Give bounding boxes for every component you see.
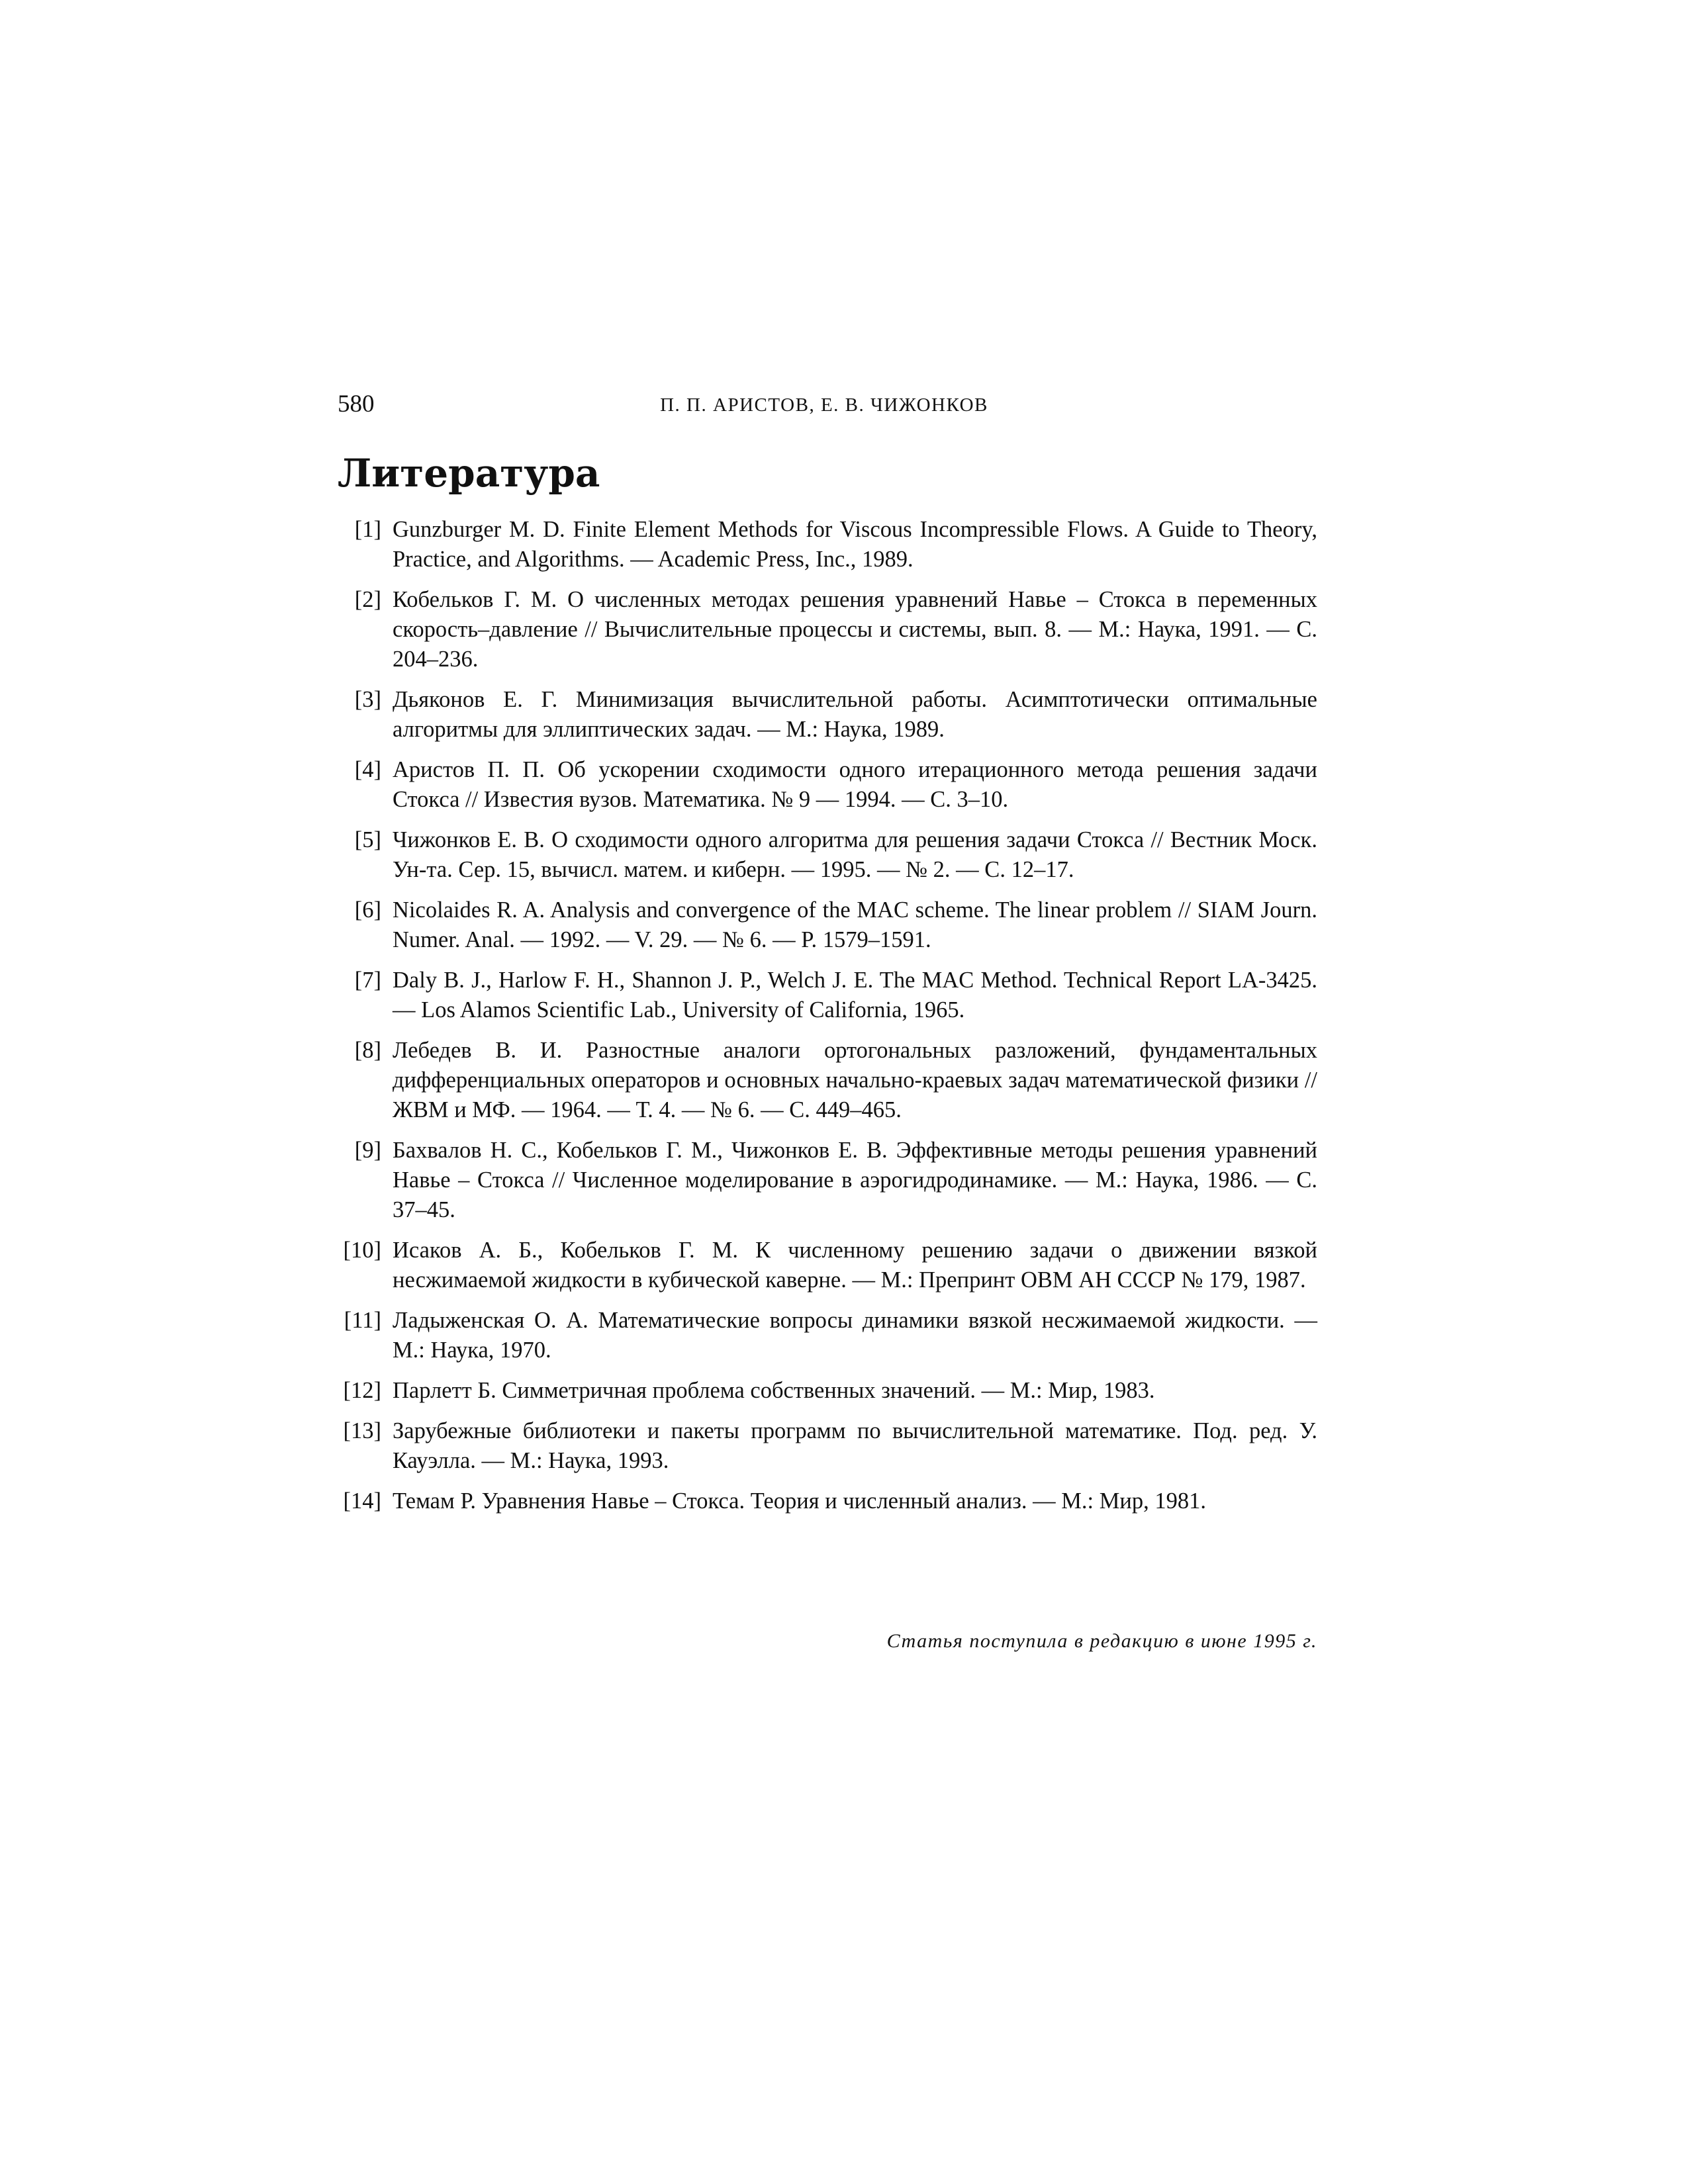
reference-number: [5] [354, 827, 381, 852]
reference-item [338, 1136, 1317, 1225]
reference-number: [11] [344, 1308, 381, 1333]
reference-text: Nicolaides R. A. Analysis and convergence of the MAC scheme. The linear problem // SIAM Journ. Numer. Anal. — 1992. — V. 29. — № 6. — P. 1579–1591. [393, 897, 1317, 952]
reference-text: Темам Р. Уравнения Навье – Стокса. Теория и численный анализ. — М.: Мир, 1981. [393, 1488, 1207, 1514]
reference-item [338, 1416, 1317, 1476]
reference-text: Лебедев В. И. Разностные аналоги ортогональных разложений, фундаментальных дифференциальных операторов и основных начально-краевых задач математической физики // ЖВМ и МФ. — 1964. — Т. 4. — № 6. — С. 449–465. [393, 1038, 1317, 1122]
reference-item [338, 685, 1317, 745]
reference-number: [9] [354, 1138, 381, 1163]
reference-text: Парлетт Б. Симметричная проблема собственных значений. — М.: Мир, 1983. [393, 1378, 1155, 1403]
reference-item [338, 1376, 1317, 1406]
reference-item [338, 515, 1317, 574]
reference-item [338, 1486, 1317, 1516]
reference-item [338, 755, 1317, 815]
reference-number: [6] [354, 897, 381, 923]
reference-text: Daly B. J., Harlow F. H., Shannon J. P., Welch J. E. The MAC Method. Technical Report LA-3425. — Los Alamos Scientific Lab., University of California, 1965. [393, 968, 1317, 1023]
reference-item [338, 585, 1317, 674]
reference-text: Аристов П. П. Об ускорении сходимости одного итерационного метода решения задачи Стокса // Известия вузов. Математика. № 9 — 1994. — С. 3–10. [393, 757, 1317, 812]
page-number: 580 [338, 390, 375, 418]
reference-item [338, 966, 1317, 1025]
reference-text: Зарубежные библиотеки и пакеты программ по вычислительной математике. Под. ред. У. Кауэлла. — М.: Наука, 1993. [393, 1418, 1317, 1473]
reference-number: [8] [354, 1038, 381, 1063]
reference-number: [2] [354, 587, 381, 612]
reference-number: [12] [343, 1378, 381, 1403]
reference-item [338, 1036, 1317, 1125]
reference-number: [7] [354, 968, 381, 993]
header-authors: П. П. АРИСТОВ, Е. В. ЧИЖОНКОВ [660, 394, 988, 416]
reference-number: [4] [354, 757, 381, 782]
reference-number: [10] [343, 1238, 381, 1263]
reference-item [338, 1236, 1317, 1295]
reference-number: [1] [354, 517, 381, 542]
reference-text: Ладыженская О. А. Математические вопросы динамики вязкой несжимаемой жидкости. — М.: Наука, 1970. [393, 1308, 1317, 1363]
reference-item [338, 825, 1317, 885]
reference-number: [3] [354, 687, 381, 712]
running-header [338, 389, 1311, 420]
reference-list [338, 515, 1317, 1527]
reference-number: [14] [343, 1488, 381, 1514]
received-date-note: Статья поступила в редакцию в июне 1995 г. [886, 1630, 1317, 1652]
reference-text: Gunzburger M. D. Finite Element Methods for Viscous Incompressible Flows. A Guide to Theory, Practice, and Algorithms. — Academic Press, Inc., 1989. [393, 517, 1317, 572]
reference-text: Чижонков Е. В. О сходимости одного алгоритма для решения задачи Стокса // Вестник Моск. Ун-та. Сер. 15, вычисл. матем. и киберн. — 1995. — № 2. — С. 12–17. [393, 827, 1317, 882]
reference-text: Дьяконов Е. Г. Минимизация вычислительной работы. Асимптотически оптимальные алгоритмы для эллиптических задач. — М.: Наука, 1989. [393, 687, 1317, 742]
reference-item [338, 1306, 1317, 1365]
reference-text: Бахвалов Н. С., Кобельков Г. М., Чижонков Е. В. Эффективные методы решения уравнений Навье – Стокса // Численное моделирование в аэрогидродинамике. — М.: Наука, 1986. — С. 37–45. [393, 1138, 1317, 1222]
reference-item [338, 895, 1317, 955]
section-title: Литература [338, 451, 600, 496]
reference-text: Исаков А. Б., Кобельков Г. М. К численному решению задачи о движении вязкой несжимаемой жидкости в кубической каверне. — М.: Препринт ОВМ АН СССР № 179, 1987. [393, 1238, 1317, 1293]
reference-number: [13] [343, 1418, 381, 1443]
reference-text: Кобельков Г. М. О численных методах решения уравнений Навье – Стокса в переменных скорость–давление // Вычислительные процессы и системы, вып. 8. — М.: Наука, 1991. — С. 204–236. [393, 587, 1317, 672]
